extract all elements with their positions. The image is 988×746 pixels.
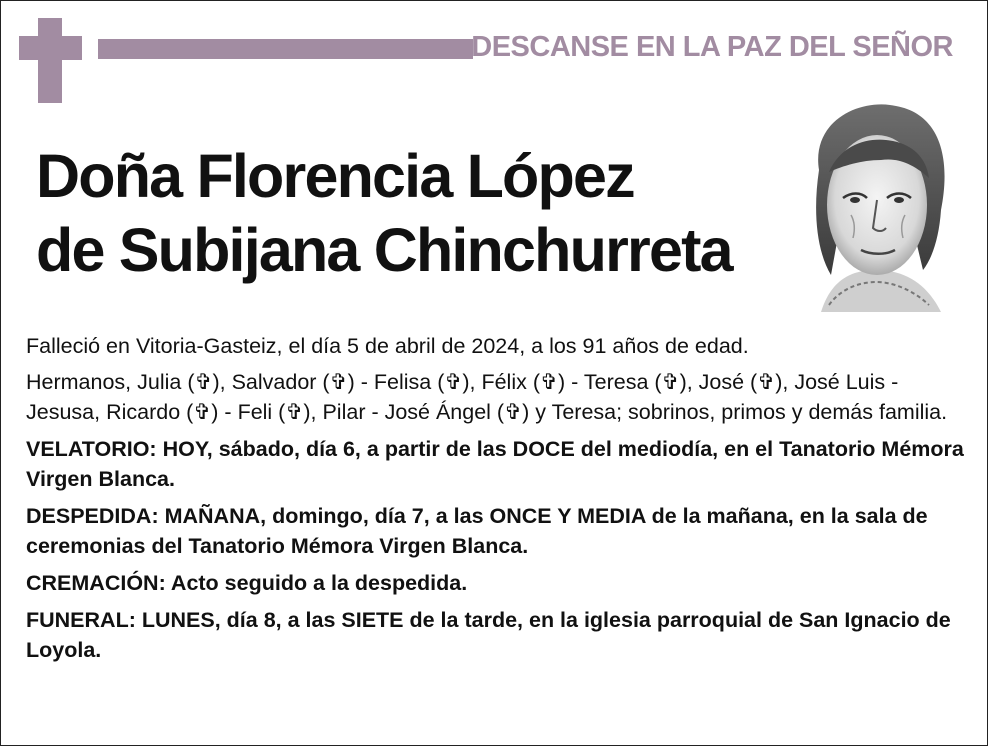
name-line-2: de Subijana Chinchurreta (36, 216, 732, 284)
funeral-info: FUNERAL: LUNES, día 8, a las SIETE de la tarde, en la iglesia parroquial de San Ignacio de Loyola. (26, 608, 951, 662)
portrait-photo (791, 100, 961, 312)
header-title: DESCANSE EN LA PAZ DEL SEÑOR (471, 31, 953, 63)
death-notice: Falleció en Vitoria-Gasteiz, el día 5 de abril de 2024, a los 91 años de edad. (26, 334, 749, 358)
header-rule (98, 39, 473, 59)
cremacion-info: CREMACIÓN: Acto seguido a la despedida. (26, 571, 468, 595)
velatorio-info: VELATORIO: HOY, sábado, día 6, a partir de las DOCE del mediodía, en el Tanatorio Mémora Virgen Blanca. (26, 437, 964, 491)
family-list: Hermanos, Julia (✞), Salvador (✞) - Felisa (✞), Félix (✞) - Teresa (✞), José (✞), José Luis - Jesusa, Ricardo (✞) - Feli (✞), Pilar - José Ángel (✞) y Teresa; sobrinos, primos y demás familia. (26, 370, 948, 424)
deceased-name (36, 139, 796, 287)
name-line-1: Doña Florencia López (36, 142, 634, 210)
obituary-body (26, 331, 966, 672)
despedida-info: DESPEDIDA: MAÑANA, domingo, día 7, a las ONCE Y MEDIA de la mañana, en la sala de ceremonias del Tanatorio Mémora Virgen Blanca. (26, 504, 928, 558)
